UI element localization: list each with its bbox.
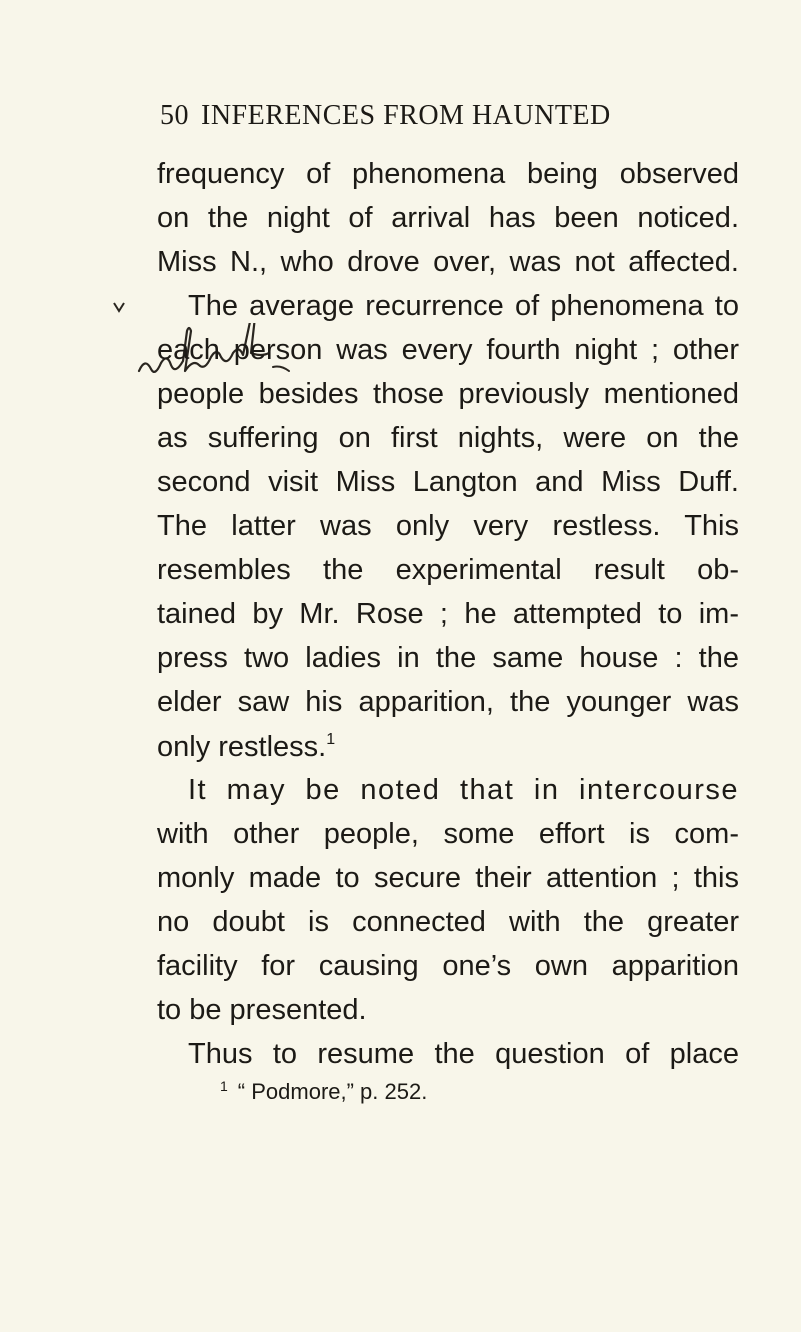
text-line: people besides those previously mentioned bbox=[157, 378, 739, 410]
text-line: It may be noted that in intercourse bbox=[188, 774, 739, 806]
text-line: tained by Mr. Rose ; he attempted to im- bbox=[157, 598, 739, 630]
text-line: The average recurrence of phenomena to bbox=[188, 290, 739, 322]
text-line: facility for causing one’s own apparition bbox=[157, 950, 739, 982]
footnote-reference: 1 bbox=[326, 731, 336, 748]
text-line: The latter was only very restless. This bbox=[157, 510, 739, 542]
text-line bbox=[157, 732, 739, 762]
text-line-content: only restless. bbox=[157, 731, 327, 763]
text-line: elder saw his apparition, the younger was bbox=[157, 686, 739, 718]
text-line: to be presented. bbox=[157, 994, 367, 1026]
text-line: resembles the experimental result ob- bbox=[157, 554, 739, 586]
running-header bbox=[160, 100, 760, 132]
footnote-marker: 1 bbox=[220, 1078, 228, 1094]
footnote bbox=[220, 1078, 427, 1105]
running-title: INFERENCES FROM HAUNTED bbox=[201, 100, 611, 131]
text-line: as suffering on first nights, were on the bbox=[157, 422, 739, 454]
text-line: Miss N., who drove over, was not affected. bbox=[157, 246, 739, 278]
page-number: 50 bbox=[160, 100, 189, 131]
text-line: second visit Miss Langton and Miss Duff. bbox=[157, 466, 739, 498]
text-line: monly made to secure their attention ; this bbox=[157, 862, 739, 894]
footnote-text: “ Podmore,” p. 252. bbox=[237, 1079, 428, 1104]
text-line: Thus to resume the question of place bbox=[188, 1038, 739, 1070]
text-line: frequency of phenomena being observed bbox=[157, 158, 739, 190]
text-line: on the night of arrival has been noticed. bbox=[157, 202, 739, 234]
text-line: with other people, some effort is com- bbox=[157, 818, 739, 850]
text-line: press two ladies in the same house : the bbox=[157, 642, 739, 674]
text-line: each person was every fourth night ; other bbox=[157, 334, 739, 366]
text-line: no doubt is connected with the greater bbox=[157, 906, 739, 938]
caret-mark-icon bbox=[112, 301, 126, 313]
